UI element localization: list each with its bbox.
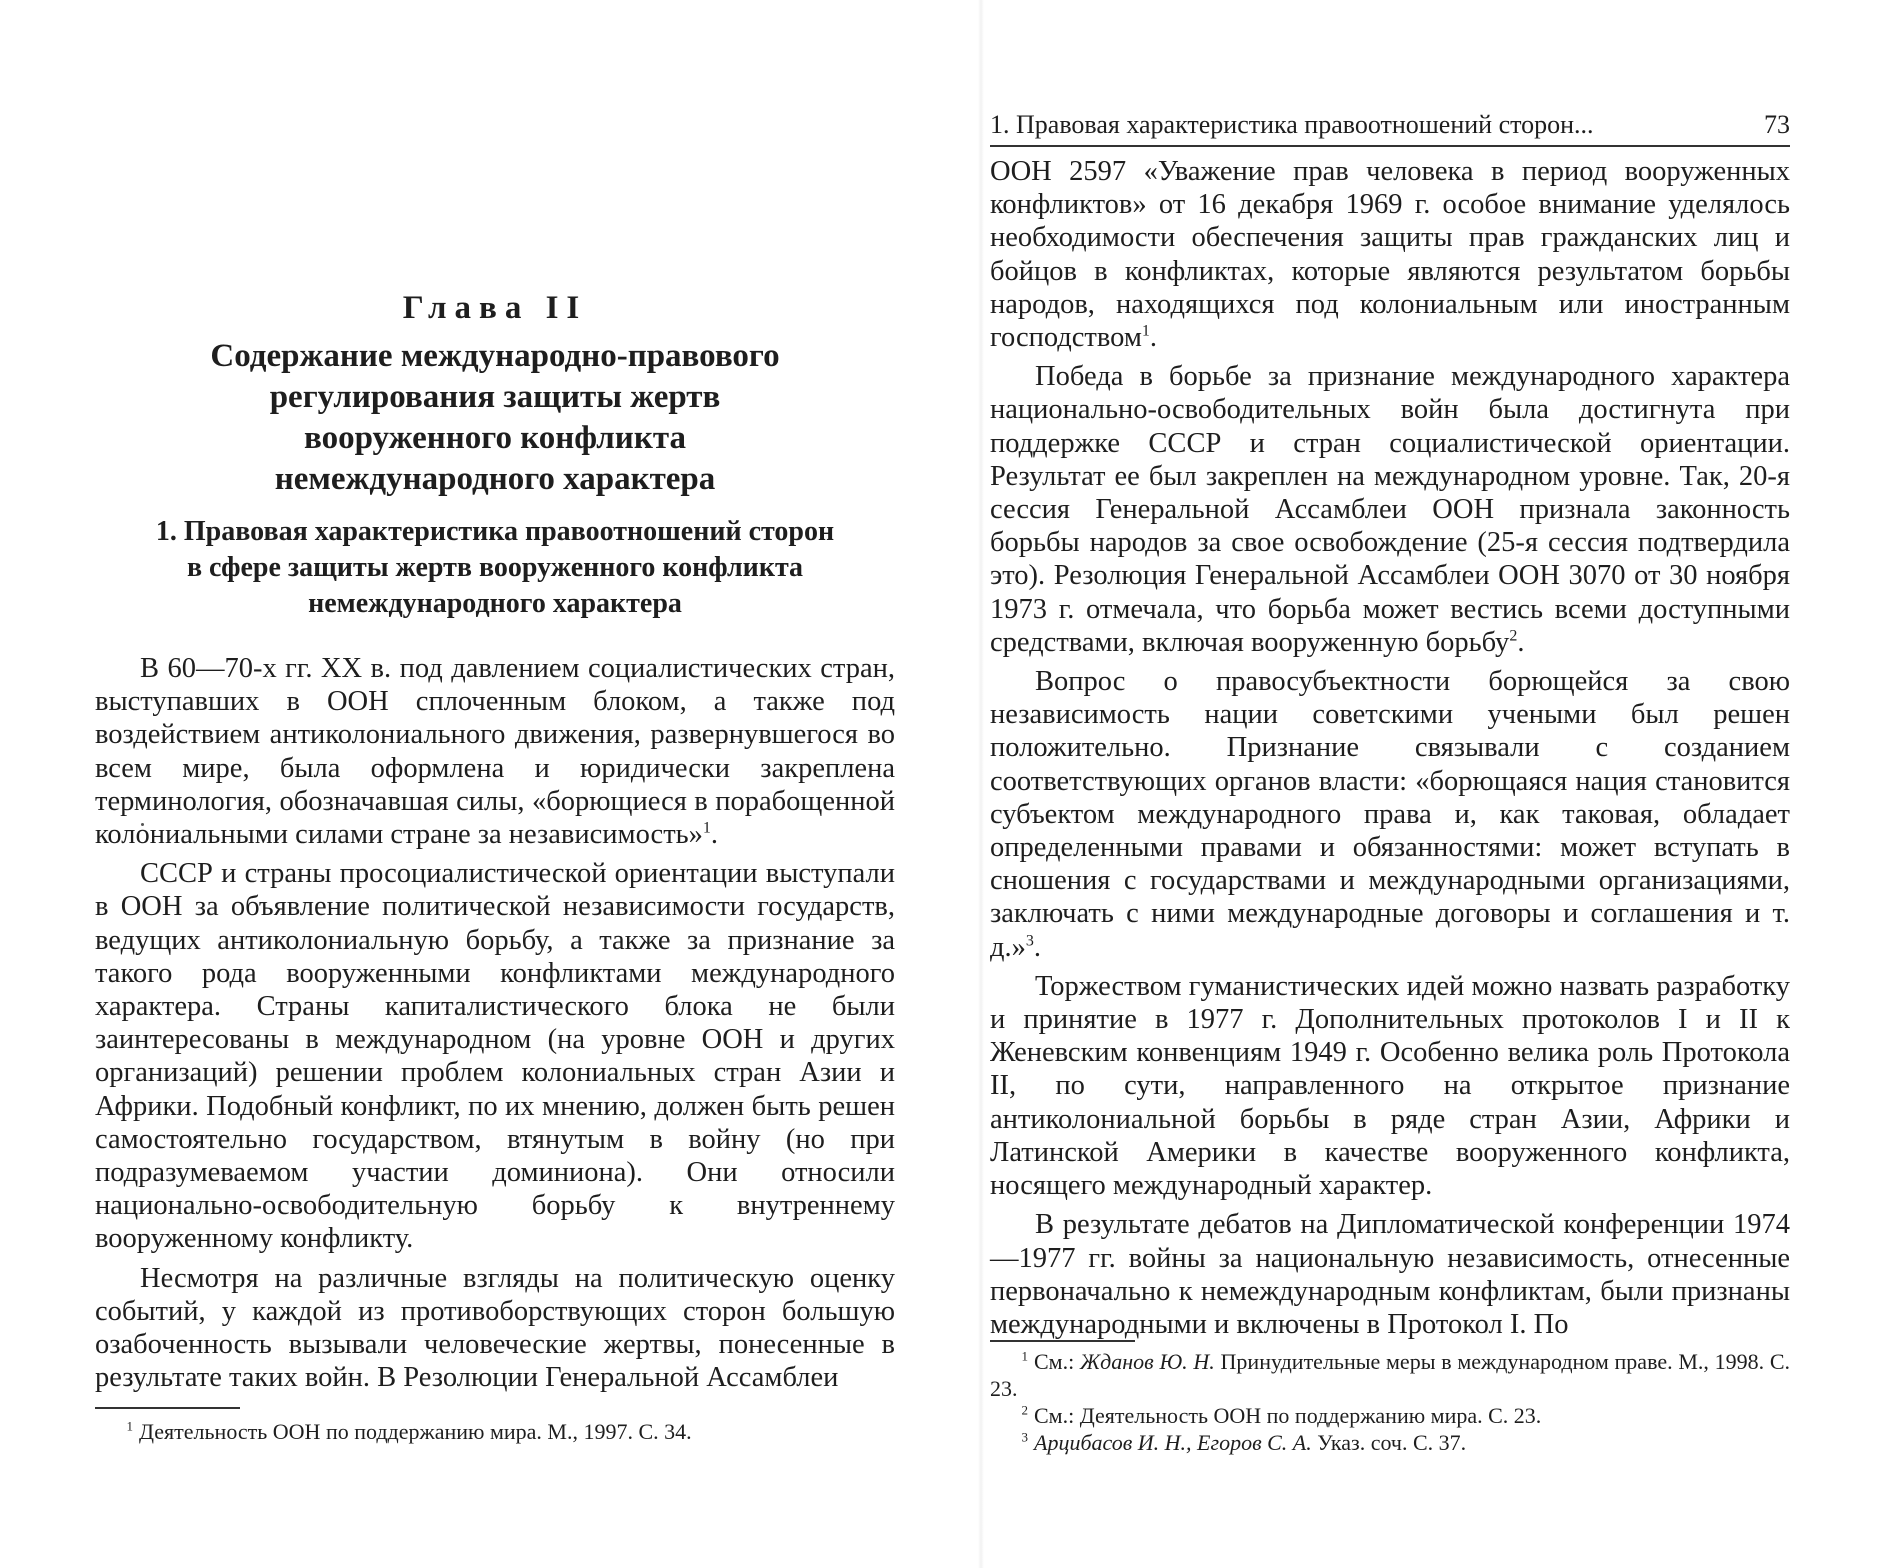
- footnote-author: Арцибасов И. Н., Егоров С. А.: [1034, 1430, 1312, 1455]
- footnote-rule: [990, 1340, 1135, 1342]
- paragraph: СССР и страны просоциалистической ориентации выступали в ООН за объявление политической независимости государств, ведущих антиколониальную борьбу, а также за признание за такого рода вооруженными конфликтами международного характера. Страны капиталистического блока не были заинтересованы в международном (на уровне ООН и других организаций) решении проблем колониальных стран Азии и Африки. Подобный конфликт, по их мнению, должен быть решен самостоятельно государством, втянутым в войну (но при подразумеваемом участии доминиона). Они относили национально-освободительную борьбу к внутреннему вооруженному конфликту.: [95, 858, 895, 1255]
- footnote: $^1$ См.: Жданов Ю. Н. Принудительные меры в международном праве. М., 1998. С. 23.: [990, 1348, 1791, 1401]
- footnote: $^1$ Деятельность ООН по поддержанию мира. М., 1997. С. 34.: [126, 1418, 692, 1444]
- paragraph: Торжеством гуманистических идей можно назвать разработку и принятие в 1977 г. Дополнительных протоколов I и II к Женевским конвенциям 1949 г. Особенно велика роль Протокола II, по сути, направленного на открытое признание антиколониальной борьбы в ряде стран Азии, Африки и Латинской Америки в качестве вооруженного конфликта, носящего международный характер.: [990, 970, 1790, 1202]
- section-title-line: немеждународного характера: [308, 588, 682, 619]
- chapter-title-line: Содержание международно-правового: [210, 338, 780, 374]
- footnote-mark: 3: [1025, 932, 1034, 950]
- paragraph: В результате дебатов на Дипломатической конференции 1974—1977 гг. войны за национальную независимость, отнесенные первоначально к немеждународным конфликтам, были признаны международными и включены в Протокол I. По: [990, 1209, 1790, 1340]
- footnote: $^3$ Арцибасов И. Н., Егоров С. А. Указ. соч. С. 37.: [1021, 1429, 1467, 1455]
- left-body-text: [95, 652, 895, 1394]
- paragraph: Несмотря на различные взгляды на политическую оценку событий, у каждой из противоборствующих сторон большую озабоченность вызывали человеческие жертвы, понесенные в результате таких войн. В Резолюции Генеральной Ассамблеи: [95, 1262, 895, 1394]
- footnote-mark: 1: [1141, 322, 1150, 340]
- footnote: $^2$ См.: Деятельность ООН по поддержанию мира. С. 23.: [1021, 1402, 1542, 1428]
- chapter-label: Глава II: [402, 290, 588, 326]
- right-page: [990, 0, 1790, 1568]
- running-header-title: 1. Правовая характеристика правоотношений сторон...: [990, 110, 1594, 139]
- paragraph: Победа в борьбе за признание международного характера национально-освободительных войн была достигнута при поддержке СССР и стран социалистической ориентации. Результат ее был закреплен на международном уровне. Так, 20-я сессия Генеральной Ассамблеи ООН признала законность борьбы народов за свое освобождение (25-я сессия подтвердила это). Резолюция Генеральной Ассамблеи ООН 3070 от 30 ноября 1973 г. отмечала, что борьба может вестись всеми доступными средствами, включая вооруженную борьбу$^2$.: [990, 361, 1790, 658]
- left-footnotes: [95, 1418, 895, 1445]
- section-title: [95, 514, 895, 622]
- running-header: [990, 110, 1790, 140]
- paragraph: В 60—70-х гг. XX в. под давлением социалистических стран, выступавших в ООН сплоченным блоком, а также под воздействием антиколониального движения, развернувшегося во всем мире, была оформлена и юридически закреплена терминология, обозначавшая силы, «борющиеся в порабощенной колониальными силами стране за независимость»$^1$.: [95, 653, 895, 851]
- footnote-author: Жданов Ю. Н.: [1079, 1349, 1215, 1374]
- header-rule: [990, 145, 1790, 147]
- footnote-rule: [95, 1407, 240, 1409]
- section-title-line: 1. Правовая характеристика правоотношений сторон: [155, 516, 835, 547]
- right-footnotes: [990, 1348, 1790, 1456]
- chapter-title: [95, 336, 895, 500]
- paragraph: Вопрос о правосубъектности борющейся за свою независимость нации советскими учеными был решен положительно. Признание связывали с созданием соответствующих органов власти: «борющаяся нация становится субъектом международного права и, как таковая, обладает определенными правами и обязанностями: может вступать в сношения с государствами и международными организациями, заключать с ними международные договоры и соглашения и т. д.»$^3$.: [990, 666, 1790, 963]
- chapter-title-line: вооруженного конфликта: [304, 420, 686, 456]
- left-page: [95, 0, 895, 1568]
- chapter-title-line: немеждународного характера: [274, 461, 716, 497]
- page-number: 73: [1764, 110, 1790, 139]
- page-gutter: [978, 0, 984, 1568]
- chapter-title-line: регулирования защиты жертв: [269, 379, 721, 415]
- footnote-mark: 1: [702, 819, 711, 837]
- paragraph: ООН 2597 «Уважение прав человека в период вооруженных конфликтов» от 16 декабря 1969 г. особое внимание уделялось необходимости обеспечения защиты прав гражданских лиц и бойцов в конфликтах, которые являются результатом борьбы народов, находящихся под колониальным или иностранным господством$^1$.: [990, 156, 1790, 354]
- section-title-line: в сфере защиты жертв вооруженного конфликта: [186, 552, 804, 583]
- footnote-mark: 2: [1509, 627, 1518, 645]
- right-body-text: [990, 155, 1790, 1341]
